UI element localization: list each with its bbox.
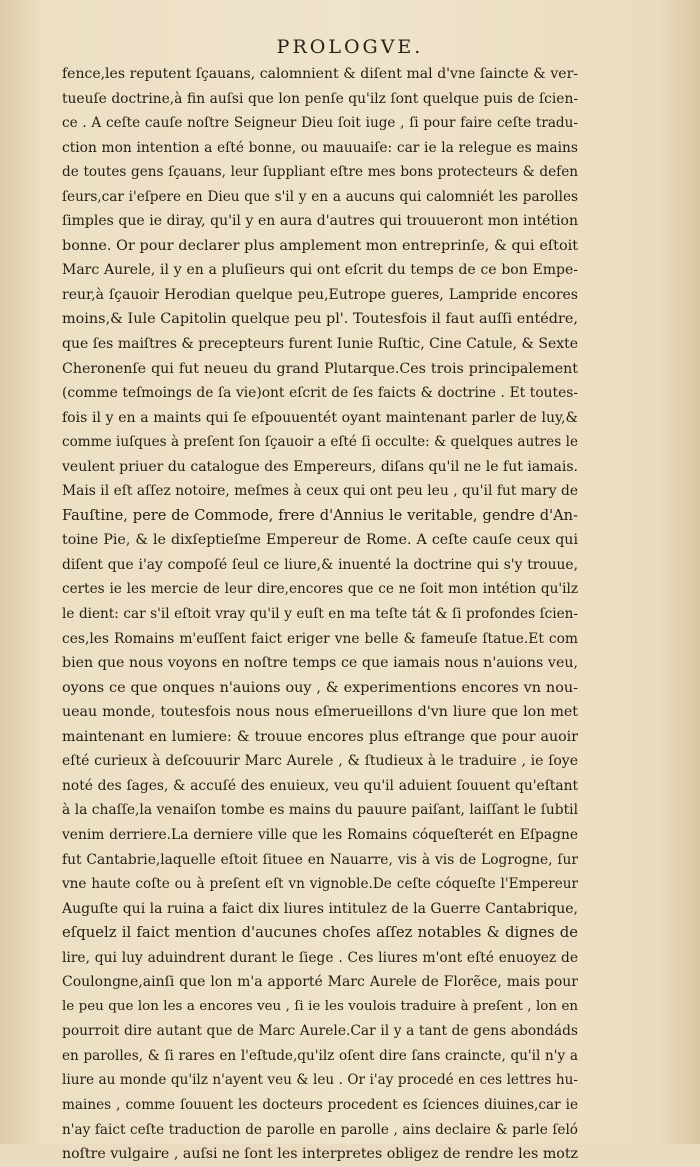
text-line: le peu que lon les a encores veu , ſi ie les voulois traduire à preſent , lon en xyxy=(62,998,578,1014)
text-line: ſimples que ie diray, qu'il y en aura d'autres qui trouueront mon intétion xyxy=(62,213,578,230)
text-line: vne haute coſte ou à preſent eſt vn vignoble.De ceſte cóqueſte l'Empereur xyxy=(62,876,578,893)
text-line: moins,& Iule Capitolin quelque peu pl'. Toutesfois il faut auſſi entédre, xyxy=(62,311,578,328)
text-line: reur,à ſçauoir Herodian quelque peu,Eutrope gueres, Lampride encores xyxy=(62,286,578,303)
text-line: ces,les Romains m'euſſent faict eriger vne belle & fameuſe ſtatue.Et com xyxy=(62,630,578,647)
text-line: fence,les reputent ſçauans, calomnient & diſent mal d'vne ſaincte & ver- xyxy=(62,66,578,82)
text-line: Mais il eſt aſſez notoire, meſmes à ceux qui ont peu leu , qu'il fut mary de xyxy=(62,483,578,500)
text-line: de toutes gens ſçauans, leur ſuppliant eſtre mes bons protecteurs & defen xyxy=(62,164,578,181)
text-line: Coulongne,ainſi que lon m'a apporté Marc Aurele de Florẽce, mais pour xyxy=(62,974,578,991)
text-line: toine Pie, & le dixſeptieſme Empereur de Rome. A ceſte cauſe ceux qui xyxy=(62,532,578,549)
text-line: (comme teſmoings de ſa vie)ont eſcrit de ſes faicts & doctrine . Et toutes- xyxy=(62,385,578,402)
text-line: Cheronenſe qui fut neueu du grand Plutarque.Ces trois principalement xyxy=(62,360,578,377)
text-line: maines , comme ſouuent les docteurs procedent es ſciences diuines,car ie xyxy=(62,1096,578,1113)
text-line: fois il y en a maints qui ſe eſpouuentét oyant maintenant parler de luy,& xyxy=(62,409,578,426)
text-line: ueau monde, toutesfois nous nous eſmerueillons d'vn liure que lon met xyxy=(62,704,578,721)
text-line: en parolles, & ſi rares en l'eſtude,qu'ilz oſent dire ſans craincte, qu'il n'y a xyxy=(62,1047,578,1064)
running-head: PROLOGVE. xyxy=(276,36,424,58)
text-line: ction mon intention a eſté bonne, ou mauuaiſe: car ie la relegue es mains xyxy=(62,139,578,156)
text-line: diſent que i'ay compoſé ſeul ce liure,& inuenté la doctrine qui s'y trouue, xyxy=(62,556,578,573)
text-line: venim derriere.La derniere ville que les Romains cóqueſterét en Eſpagne xyxy=(62,826,578,843)
body-text xyxy=(62,62,578,1167)
text-line: Fauſtine, pere de Commode, frere d'Annius le veritable, gendre d'An- xyxy=(62,506,578,524)
text-line: Auguſte qui la ruina a faict dix liures intitulez de la Guerre Cantabrique, xyxy=(62,900,578,917)
text-line: que ſes maiſtres & precepteurs furent Iunie Ruſtic, Cine Catule, & Sexte xyxy=(62,336,578,353)
text-line: noté des ſages, & accuſé des enuieux, veu qu'il aduient ſouuent qu'eſtant xyxy=(62,777,578,794)
text-line: veulent priuer du catalogue des Empereurs, diſans qu'il ne le fut iamais. xyxy=(62,458,578,475)
text-line: ſeurs,car i'eſpere en Dieu que s'il y en a aucuns qui calomniét les parolles xyxy=(62,188,578,205)
text-line: maintenant en lumiere: & trouue encores plus eſtrange que pour auoir xyxy=(62,728,578,745)
text-line: fut Cantabrie,laquelle eſtoit ſituee en Nauarre, vis à vis de Logrogne, ſur xyxy=(62,851,578,868)
text-line: n'ay faict ceſte traduction de parolle en parolle , ains declaire & parle ſeló xyxy=(62,1121,578,1138)
text-line: eſquelz il faict mention d'aucunes choſes aſſez notables & dignes de xyxy=(62,924,578,942)
text-line: ce . A ceſte cauſe noſtre Seigneur Dieu ſoit iuge , ſi pour faire ceſte tradu- xyxy=(62,115,578,132)
text-line: tueuſe doctrine,à fin auſsi que lon penſe qu'ilz ſont quelque puis de ſcien- xyxy=(62,90,578,107)
text-line: bonne. Or pour declarer plus amplement mon entreprinſe, & qui eſtoit xyxy=(62,237,578,254)
text-line: certes ie les mercie de leur dire,encores que ce ne ſoit mon intétion qu'ilz xyxy=(62,581,578,598)
text-line: noſtre vulgaire , auſsi ne ſont les interpretes obligez de rendre les motz xyxy=(62,1146,578,1163)
text-line: comme iuſques à preſent ſon ſçauoir a eſté ſi occulte: & quelques autres le xyxy=(62,434,578,451)
text-line: lire, qui luy aduindrent durant le ſiege . Ces liures m'ont eſté enuoyez de xyxy=(62,949,578,966)
text-line: oyons ce que onques n'auions ouy , & experimentions encores vn nou- xyxy=(62,679,578,696)
text-line: eſté curieux à deſcouurir Marc Aurele , & ſtudieux à le traduire , ie ſoye xyxy=(62,753,578,770)
text-line: le dient: car s'il eſtoit vray qu'il y euſt en ma teſte tát & ſi profondes ſcien- xyxy=(62,606,578,623)
text-line: liure au monde qu'ilz n'ayent veu & leu . Or i'ay procedé en ces lettres hu- xyxy=(62,1072,578,1089)
text-line: Marc Aurele, il y en a pluſieurs qui ont eſcrit du temps de ce bon Empe- xyxy=(62,262,578,279)
text-line: pourroit dire autant que de Marc Aurele.Car il y a tant de gens abondáds xyxy=(62,1023,578,1040)
text-line: bien que nous voyons en noſtre temps ce que iamais nous n'auions veu, xyxy=(62,655,578,672)
text-line: à la chaſſe,la venaiſon tombe es mains du pauure paiſant, laiſſant le ſubtil xyxy=(62,802,578,819)
